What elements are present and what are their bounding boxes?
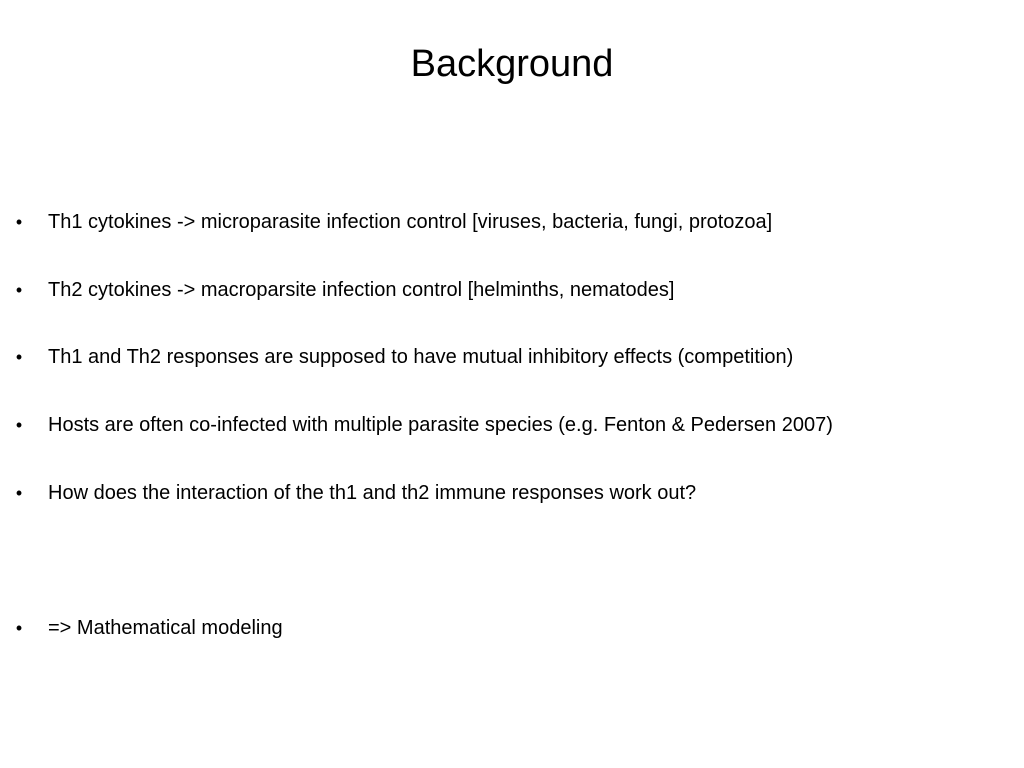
bullet-icon: • [15, 415, 23, 435]
bullet-item-question [12, 478, 1012, 508]
bullet-text: How does the interaction of the th1 and th2 immune responses work out? [48, 482, 697, 504]
bullet-icon: • [15, 618, 23, 638]
bullet-icon: • [15, 212, 23, 232]
bullet-text: Hosts are often co-infected with multiple parasite species (e.g. Fenton & Pedersen 2007) [48, 414, 833, 436]
bullet-item-th2-cytokines [12, 275, 1012, 305]
bullet-icon: • [15, 483, 23, 503]
bullet-text: => Mathematical modeling [48, 617, 283, 639]
bullet-text: Th1 cytokines -> microparasite infection control [viruses, bacteria, fungi, protozoa] [48, 211, 773, 233]
bullet-text: Th1 and Th2 responses are supposed to have mutual inhibitory effects (competition) [48, 346, 794, 368]
slide-title: Background [410, 43, 614, 85]
bullet-text: Th2 cytokines -> macroparsite infection control [helminths, nematodes] [48, 279, 675, 301]
bullet-item-mutual-inhibition [12, 342, 1012, 372]
bullet-item-mathematical-modeling [12, 613, 1012, 643]
bullet-icon: • [15, 280, 23, 300]
bullet-icon: • [15, 347, 23, 367]
bullet-item-co-infection [12, 410, 1012, 440]
bullet-item-th1-cytokines [12, 207, 1012, 237]
